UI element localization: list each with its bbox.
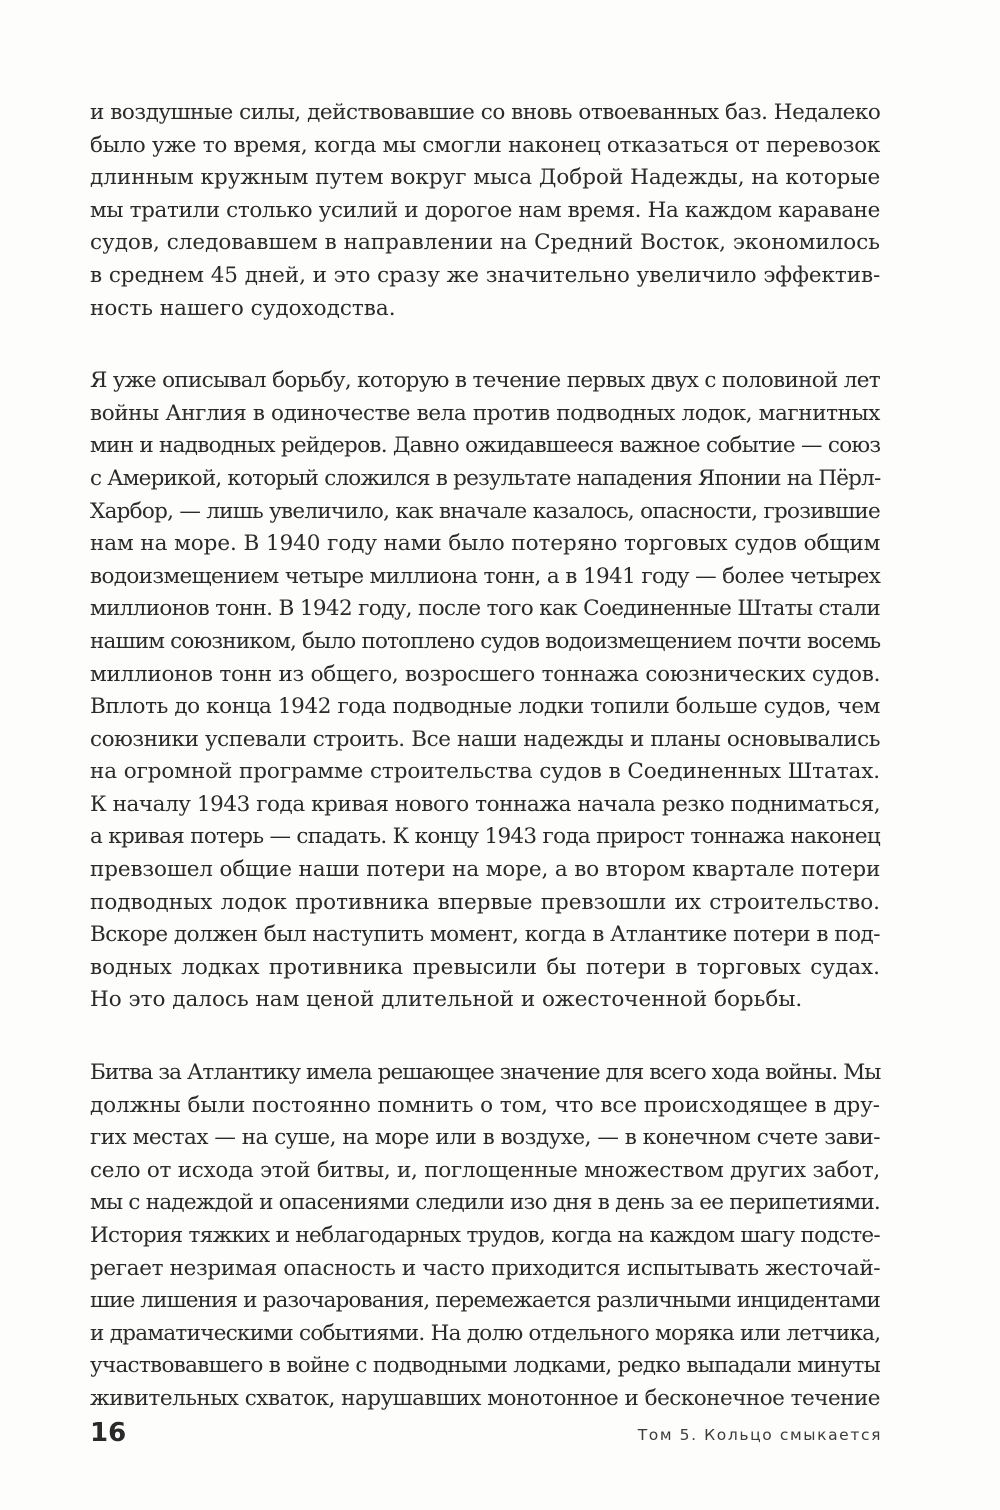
text-line: должны были постоянно помнить о том, что все происходящее в дру- bbox=[90, 1092, 880, 1118]
text-line: ность нашего судоходства. bbox=[90, 295, 396, 321]
page-number: 16 bbox=[90, 1418, 127, 1448]
text-line: союзники успевали строить. Все наши надежды и планы основывались bbox=[90, 726, 880, 752]
text-line: водоизмещением четыре миллиона тонн, а в 1941 году — более четырех bbox=[90, 563, 881, 589]
text-line: длинным кружным путем вокруг мыса Доброй Надежды, на которые bbox=[90, 165, 881, 191]
text-line: миллионов тонн. В 1942 году, после того как Соединенные Штаты стали bbox=[90, 596, 880, 622]
paragraph-2 bbox=[90, 365, 880, 1017]
text-line: История тяжких и неблагодарных трудов, когда на каждом шагу подсте- bbox=[90, 1223, 880, 1248]
text-line: водных лодках противника превысили бы потери в торговых судах. bbox=[90, 954, 880, 980]
text-line: Харбор, — лишь увеличило, как вначале казалось, опасности, грозившие bbox=[90, 498, 880, 524]
text-line: живительных схваток, нарушавших монотонное и бесконечное течение bbox=[90, 1385, 880, 1411]
text-line: превзошел общие наши потери на море, а во втором квартале потери bbox=[90, 857, 881, 883]
text-line: мы с надеждой и опасениями следили изо дня в день за ее перипетиями. bbox=[90, 1190, 880, 1216]
text-line: участвовавшего в войне с подводными лодками, редко выпадали минуты bbox=[90, 1353, 880, 1379]
text-line: а кривая потерь — спадать. К концу 1943 года прирост тоннажа наконец bbox=[90, 824, 880, 850]
text-line: войны Англия в одиночестве вела против подводных лодок, магнитных bbox=[90, 400, 880, 426]
text-line: и драматическими событиями. На долю отдельного моряка или летчика, bbox=[90, 1320, 881, 1346]
text-line: село от исхода этой битвы, и, поглощенные множеством других забот, bbox=[90, 1157, 880, 1183]
text-line: Битва за Атлантику имела решающее значение для всего хода войны. Мы bbox=[90, 1060, 881, 1086]
text-line: подводных лодок противника впервые превзошли их строительство. bbox=[90, 889, 880, 915]
text-line: регает незримая опасность и часто приходится испытывать жесточай- bbox=[90, 1255, 881, 1281]
text-line: на огромной программе строительства судов в Соединенных Штатах. bbox=[90, 759, 880, 785]
body-text bbox=[90, 97, 880, 1456]
text-line: мин и надводных рейдеров. Давно ожидавшееся важное событие — союз bbox=[90, 433, 881, 459]
text-line: миллионов тонн из общего, возросшего тоннажа союзнических судов. bbox=[90, 661, 881, 687]
text-line: мы тратили столько усилий и дорогое нам время. На каждом караване bbox=[90, 197, 880, 223]
running-title: Том 5. Кольцо смыкается bbox=[637, 1426, 882, 1444]
text-line: и воздушные силы, действовавшие со вновь отвоеванных баз. Недалеко bbox=[90, 100, 881, 125]
text-line: судов, следовавшем в направлении на Средний Восток, экономилось bbox=[90, 230, 880, 256]
page-footer bbox=[90, 1418, 882, 1454]
text-line: было уже то время, когда мы смогли наконец отказаться от перевозок bbox=[90, 132, 880, 158]
text-line: нашим союзником, было потоплено судов водоизмещением почти восемь bbox=[90, 628, 881, 654]
text-line: гих местах — на суше, на море или в воздухе, — в конечном счете зави- bbox=[90, 1125, 880, 1151]
text-line: шие лишения и разочарования, перемежается различными инцидентами bbox=[90, 1288, 880, 1314]
text-line: в среднем 45 дней, и это сразу же значительно увеличило эффектив- bbox=[90, 262, 881, 288]
text-line: Но это далось нам ценой длительной и ожесточенной борьбы. bbox=[90, 987, 803, 1013]
text-line: Я уже описывал борьбу, которую в течение первых двух с половиной лет bbox=[90, 368, 880, 394]
text-line: Вскоре должен был наступить момент, когда в Атлантике потери в под- bbox=[90, 922, 880, 948]
text-line: Вплоть до конца 1942 года подводные лодки топили больше судов, чем bbox=[90, 694, 880, 720]
text-line: нам на море. В 1940 году нами было потеряно торговых судов общим bbox=[90, 531, 881, 557]
paragraph-1 bbox=[90, 97, 880, 325]
paragraph-3 bbox=[90, 1057, 880, 1416]
text-line: К началу 1943 года кривая нового тоннажа начала резко подниматься, bbox=[90, 791, 881, 817]
text-line: с Америкой, который сложился в результате нападения Японии на Пёрл- bbox=[90, 465, 881, 491]
